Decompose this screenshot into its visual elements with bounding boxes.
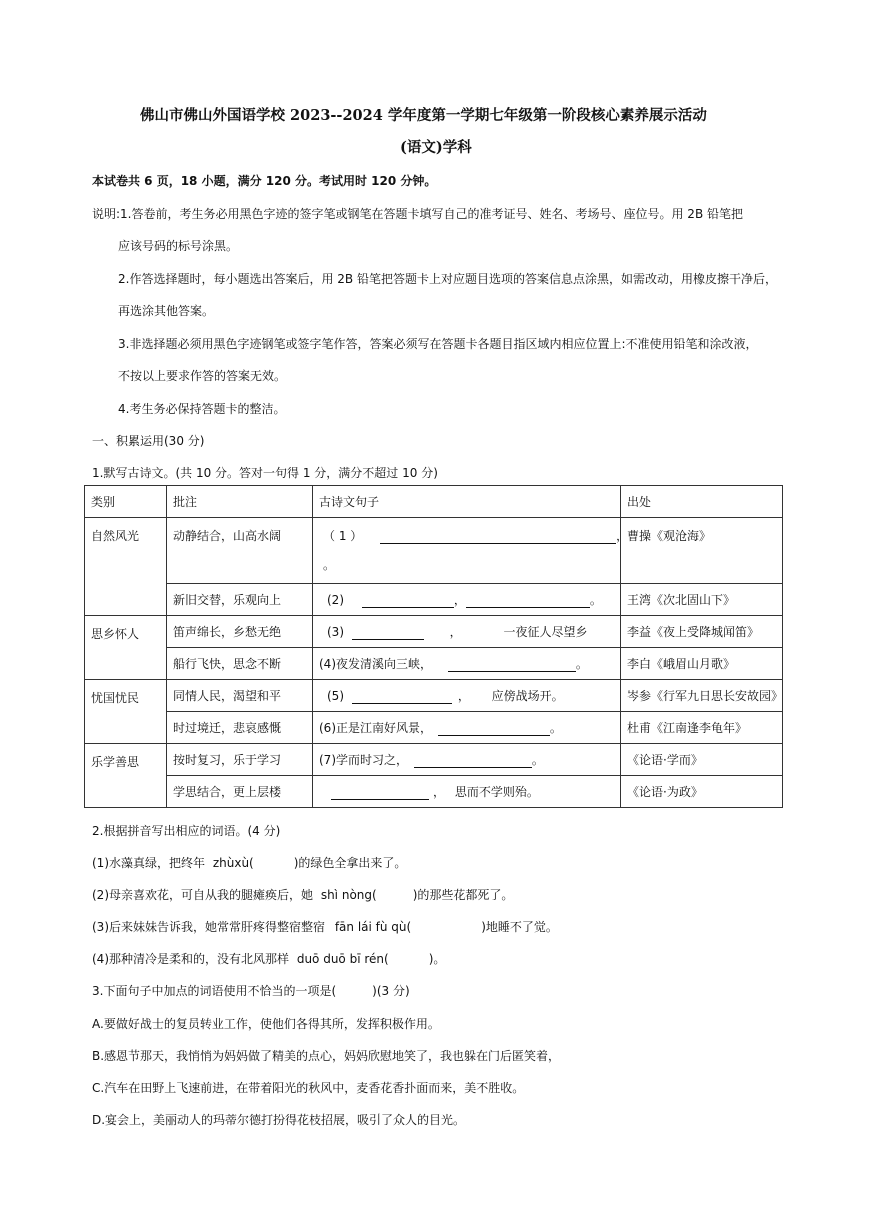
sentence-text: (7)学而时习之，	[319, 753, 408, 767]
table-row	[85, 712, 783, 744]
note-cell: 同情人民，渴望和平	[167, 680, 313, 712]
question-text: )地睡不了觉。	[481, 920, 558, 934]
answer-blank[interactable]	[448, 658, 576, 672]
instruction-line: 再选涂其他答案。	[118, 304, 215, 318]
table-row	[85, 518, 783, 584]
instruction-line: 不按以上要求作答的答案无效。	[118, 369, 287, 383]
exam-subtitle: (语文)学科	[400, 139, 472, 156]
sentence-cell	[313, 776, 621, 808]
header-cell: 出处	[621, 486, 783, 518]
header-cell: 古诗文句子	[313, 486, 621, 518]
sentence-text: (6)正是江南好风景，	[319, 721, 432, 735]
source-cell: 《论语·学而》	[621, 744, 783, 776]
sentence-number: (3)	[327, 625, 344, 639]
question-text: )的那些花都死了。	[412, 888, 514, 902]
punctuation: ，	[457, 689, 470, 703]
exam-intro: 本试卷共 6 页，18 小题，满分 120 分。考试用时 120 分钟。	[92, 174, 437, 188]
question-text: )的绿色全拿出来了。	[293, 856, 407, 870]
note-cell: 船行飞快，思念不断	[167, 648, 313, 680]
table-row	[85, 648, 783, 680]
poetry-table	[84, 485, 783, 808]
instruction-line: 说明:1.答卷前，考生务必用黑色字迹的签字笔或钢笔在答题卡填写自己的准考证号、姓名、考场号、座位号。用 2B 铅笔把	[92, 207, 743, 221]
punctuation: ，	[453, 593, 466, 607]
pinyin-text: fān lái fù qù(	[334, 920, 412, 934]
note-cell: 时过境迁，悲哀感慨	[167, 712, 313, 744]
question-text: (1)水藻真绿，把终年	[92, 856, 205, 870]
option-d: D.宴会上，美丽动人的玛蒂尔德打扮得花枝招展，吸引了众人的目光。	[92, 1113, 466, 1127]
table-row	[85, 776, 783, 808]
category-cell: 自然风光	[85, 518, 167, 616]
exam-title: 佛山市佛山外国语学校 2023--2024 学年度第一学期七年级第一阶段核心素养展示活动	[140, 107, 707, 124]
answer-blank[interactable]	[362, 594, 454, 608]
note-cell: 笛声绵长，乡愁无绝	[167, 616, 313, 648]
table-row	[85, 616, 783, 648]
sentence-cell	[313, 680, 621, 712]
sentence-cell	[313, 744, 621, 776]
note-cell: 动静结合，山高水阔	[167, 518, 313, 584]
instruction-line: 应该号码的标号涂黑。	[118, 239, 239, 253]
punctuation: 。	[575, 657, 588, 671]
table-row	[85, 744, 783, 776]
source-cell: 王湾《次北固山下》	[621, 584, 783, 616]
punctuation: ，	[433, 785, 446, 799]
source-cell: 李益《夜上受降城闻笛》	[621, 616, 783, 648]
instruction-line: 3.非选择题必须用黑色字迹钢笔或签字笔作答，答案必须写在答题卡各题目指区域内相应位置上:不准使用铅笔和涂改液，	[118, 337, 758, 351]
instruction-line: 2.作答选择题时，每小题选出答案后，用 2B 铅笔把答题卡上对应题目选项的答案信息点涂黑，如需改动，用橡皮擦干净后，	[118, 272, 777, 286]
table-header-row	[85, 486, 783, 518]
answer-blank[interactable]	[466, 594, 590, 608]
punctuation: 。	[323, 558, 336, 572]
category-cell: 忧国忧民	[85, 680, 167, 744]
question-1-title: 1.默写古诗文。(共 10 分。答对一句得 1 分，满分不超过 10 分)	[92, 466, 438, 480]
answer-blank[interactable]	[352, 690, 452, 704]
header-cell: 类别	[85, 486, 167, 518]
question-2-title: 2.根据拼音写出相应的词语。(4 分)	[92, 824, 281, 838]
question-text: )。	[428, 952, 446, 966]
sentence-cell	[313, 648, 621, 680]
sentence-number: (5)	[327, 689, 344, 703]
sentence-cell	[313, 712, 621, 744]
note-cell: 学思结合，更上层楼	[167, 776, 313, 808]
table-row	[85, 680, 783, 712]
sentence-cell	[313, 584, 621, 616]
instruction-line: 4.考生务必保持答题卡的整洁。	[118, 402, 286, 416]
punctuation: 。	[531, 753, 544, 767]
pinyin-text: duō duō bī rén(	[296, 952, 389, 966]
question-3-title: 3.下面句子中加点的词语使用不恰当的一项是( )(3 分)	[92, 984, 410, 998]
punctuation: 。	[589, 593, 602, 607]
header-cell: 批注	[167, 486, 313, 518]
note-cell: 新旧交替，乐观向上	[167, 584, 313, 616]
answer-blank[interactable]	[438, 722, 550, 736]
sentence-text: 思而不学则殆。	[454, 785, 539, 799]
answer-blank[interactable]	[414, 754, 532, 768]
source-cell: 杜甫《江南逢李龟年》	[621, 712, 783, 744]
option-c: C.汽车在田野上飞速前进，在带着阳光的秋风中，麦香花香扑面而来，美不胜收。	[92, 1081, 525, 1095]
punctuation: ，	[449, 625, 462, 639]
sentence-number: （ 1 ）	[323, 529, 363, 543]
source-cell: 李白《峨眉山月歌》	[621, 648, 783, 680]
source-cell: 岑参《行军九日思长安故园》	[621, 680, 783, 712]
option-a: A.要做好战士的复员转业工作，使他们各得其所，发挥积极作用。	[92, 1017, 440, 1031]
punctuation: ，	[616, 529, 629, 543]
answer-blank[interactable]	[331, 786, 429, 800]
sentence-cell	[313, 616, 621, 648]
question-text: (4)那种清冷是柔和的，没有北风那样	[92, 952, 289, 966]
pinyin-question	[92, 854, 406, 871]
source-cell: 《论语·为政》	[621, 776, 783, 808]
table-row	[85, 584, 783, 616]
category-cell: 思乡怀人	[85, 616, 167, 680]
pinyin-question	[92, 950, 445, 967]
sentence-text: (4)夜发清溪向三峡，	[319, 657, 432, 671]
option-b: B.感恩节那天，我悄悄为妈妈做了精美的点心，妈妈欣慰地笑了，我也躲在门后匿笑着，	[92, 1049, 561, 1063]
answer-blank[interactable]	[380, 530, 616, 544]
sentence-number: (2)	[327, 593, 344, 607]
note-cell: 按时复习，乐于学习	[167, 744, 313, 776]
pinyin-text: shì nòng(	[320, 888, 377, 902]
answer-blank[interactable]	[352, 626, 424, 640]
pinyin-question	[92, 886, 513, 903]
pinyin-text: zhùxù(	[212, 856, 254, 870]
sentence-text: 应傍战场开。	[491, 689, 564, 703]
question-text: (2)母亲喜欢花，可自从我的腿瘫痪后，她	[92, 888, 313, 902]
question-text: (3)后来妹妹告诉我，她常常肝疼得整宿整宿	[92, 920, 325, 934]
sentence-text: 一夜征人尽望乡	[503, 625, 588, 639]
sentence-cell	[313, 518, 629, 584]
source-cell: 曹操《观沧海》	[621, 518, 783, 584]
category-cell: 乐学善思	[85, 744, 167, 808]
punctuation: 。	[549, 721, 562, 735]
pinyin-question	[92, 918, 558, 935]
section-heading: 一、积累运用(30 分)	[92, 434, 205, 448]
